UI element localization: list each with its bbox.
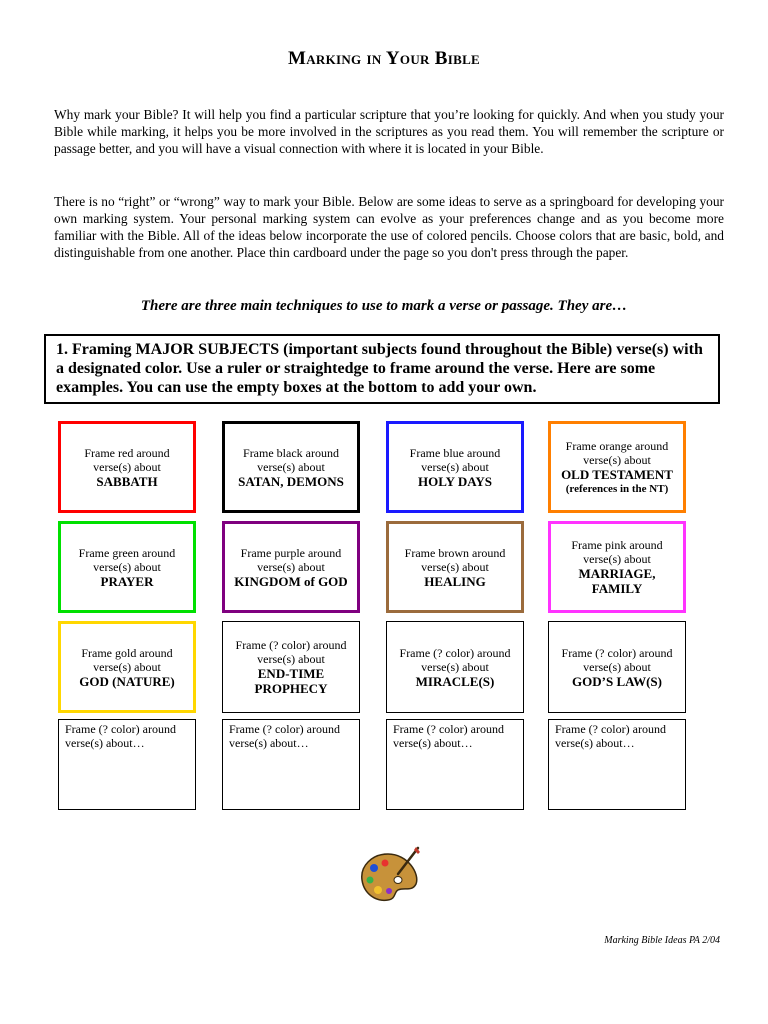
frame-subject: KINGDOM of GOD — [234, 573, 348, 589]
empty-frame-box: Frame (? color) around verse(s) about… — [58, 719, 196, 810]
frame-instruction: Frame (? color) around verse(s) about — [399, 645, 511, 674]
frame-instruction: Frame brown around verse(s) about — [404, 545, 506, 574]
frame-instruction: Frame red around verse(s) about — [84, 445, 170, 474]
techniques-lead: There are three main techniques to use to mark a verse or passage. They are… — [140, 298, 628, 314]
paint-palette-icon — [358, 846, 422, 913]
intro-paragraph-2: There is no “right” or “wrong” way to mark your Bible. Below are some ideas to serve as a springboard for developing your own marking system. Your personal marking system can evolve as your preferences change and as you become more familiar with the Bible. All of the ideas below incorporate the use of colored pencils. Choose colors that are basic, bold, and distinguishable from one another. Place thin cardboard under the page so you don't press through the paper. — [54, 194, 724, 260]
frame-note: (references in the NT) — [565, 482, 669, 495]
empty-frame-box: Frame (? color) around verse(s) about… — [386, 719, 524, 810]
technique-1-text: 1. Framing MAJOR SUBJECTS (important subjects found throughout the Bible) verse(s) with a designated color. Use a ruler or straightedge to frame around the verse. Here are some examples. You can use the empty boxes at the bottom to add your own. — [56, 341, 703, 396]
frame-box — [386, 621, 524, 713]
frame-box — [548, 421, 686, 513]
frame-box — [58, 521, 196, 613]
frame-box — [222, 521, 360, 613]
empty-frame-box: Frame (? color) around verse(s) about… — [548, 719, 686, 810]
frame-subject: HOLY DAYS — [417, 473, 493, 489]
frame-instruction: Frame pink around verse(s) about — [571, 538, 663, 566]
frame-box — [548, 521, 686, 613]
empty-frame-box: Frame (? color) around verse(s) about… — [222, 719, 360, 810]
technique-1-box — [44, 334, 720, 404]
frame-box — [222, 621, 360, 713]
frame-instruction: Frame purple around verse(s) about — [240, 545, 342, 574]
frame-box — [386, 421, 524, 513]
frame-subject: MARRIAGE, FAMILY — [578, 566, 656, 596]
frame-instruction: Frame gold around verse(s) about — [81, 645, 173, 674]
frame-subject: GOD’S LAW(S) — [572, 673, 662, 689]
frame-box — [222, 421, 360, 513]
frame-subject: HEALING — [424, 573, 486, 589]
frame-box — [58, 421, 196, 513]
frame-instruction: Frame orange around verse(s) about — [565, 438, 669, 467]
frame-instruction: Frame (? color) around verse(s) about — [561, 645, 673, 674]
frame-subject: SATAN, DEMONS — [238, 473, 344, 489]
intro-paragraph-1: Why mark your Bible? It will help you find a particular scripture that you’re looking for quickly. And when you study your Bible while marking, it helps you be more involved in the scriptures as you read them. You will remember the scripture or passage better, and you will have a visual connection with where it is located in your Bible. — [54, 107, 724, 156]
frame-subject: SABBATH — [96, 473, 158, 489]
frame-box — [548, 621, 686, 713]
frame-instruction: Frame green around verse(s) about — [78, 545, 176, 574]
footer-note: Marking Bible Ideas PA 2/04 — [604, 935, 720, 946]
frame-subject: OLD TESTAMENT — [561, 466, 673, 482]
frame-subject: END-TIME PROPHECY — [254, 666, 328, 696]
frame-subject: MIRACLE(S) — [415, 673, 495, 689]
frame-subject: GOD (NATURE) — [79, 673, 175, 689]
frame-instruction: Frame (? color) around verse(s) about — [235, 638, 347, 666]
frame-box — [386, 521, 524, 613]
page-title: Marking in Your Bible — [287, 48, 481, 69]
frame-subject: PRAYER — [100, 573, 154, 589]
frame-box — [58, 621, 196, 713]
frame-instruction: Frame blue around verse(s) about — [409, 445, 501, 474]
frame-instruction: Frame black around verse(s) about — [243, 445, 339, 474]
